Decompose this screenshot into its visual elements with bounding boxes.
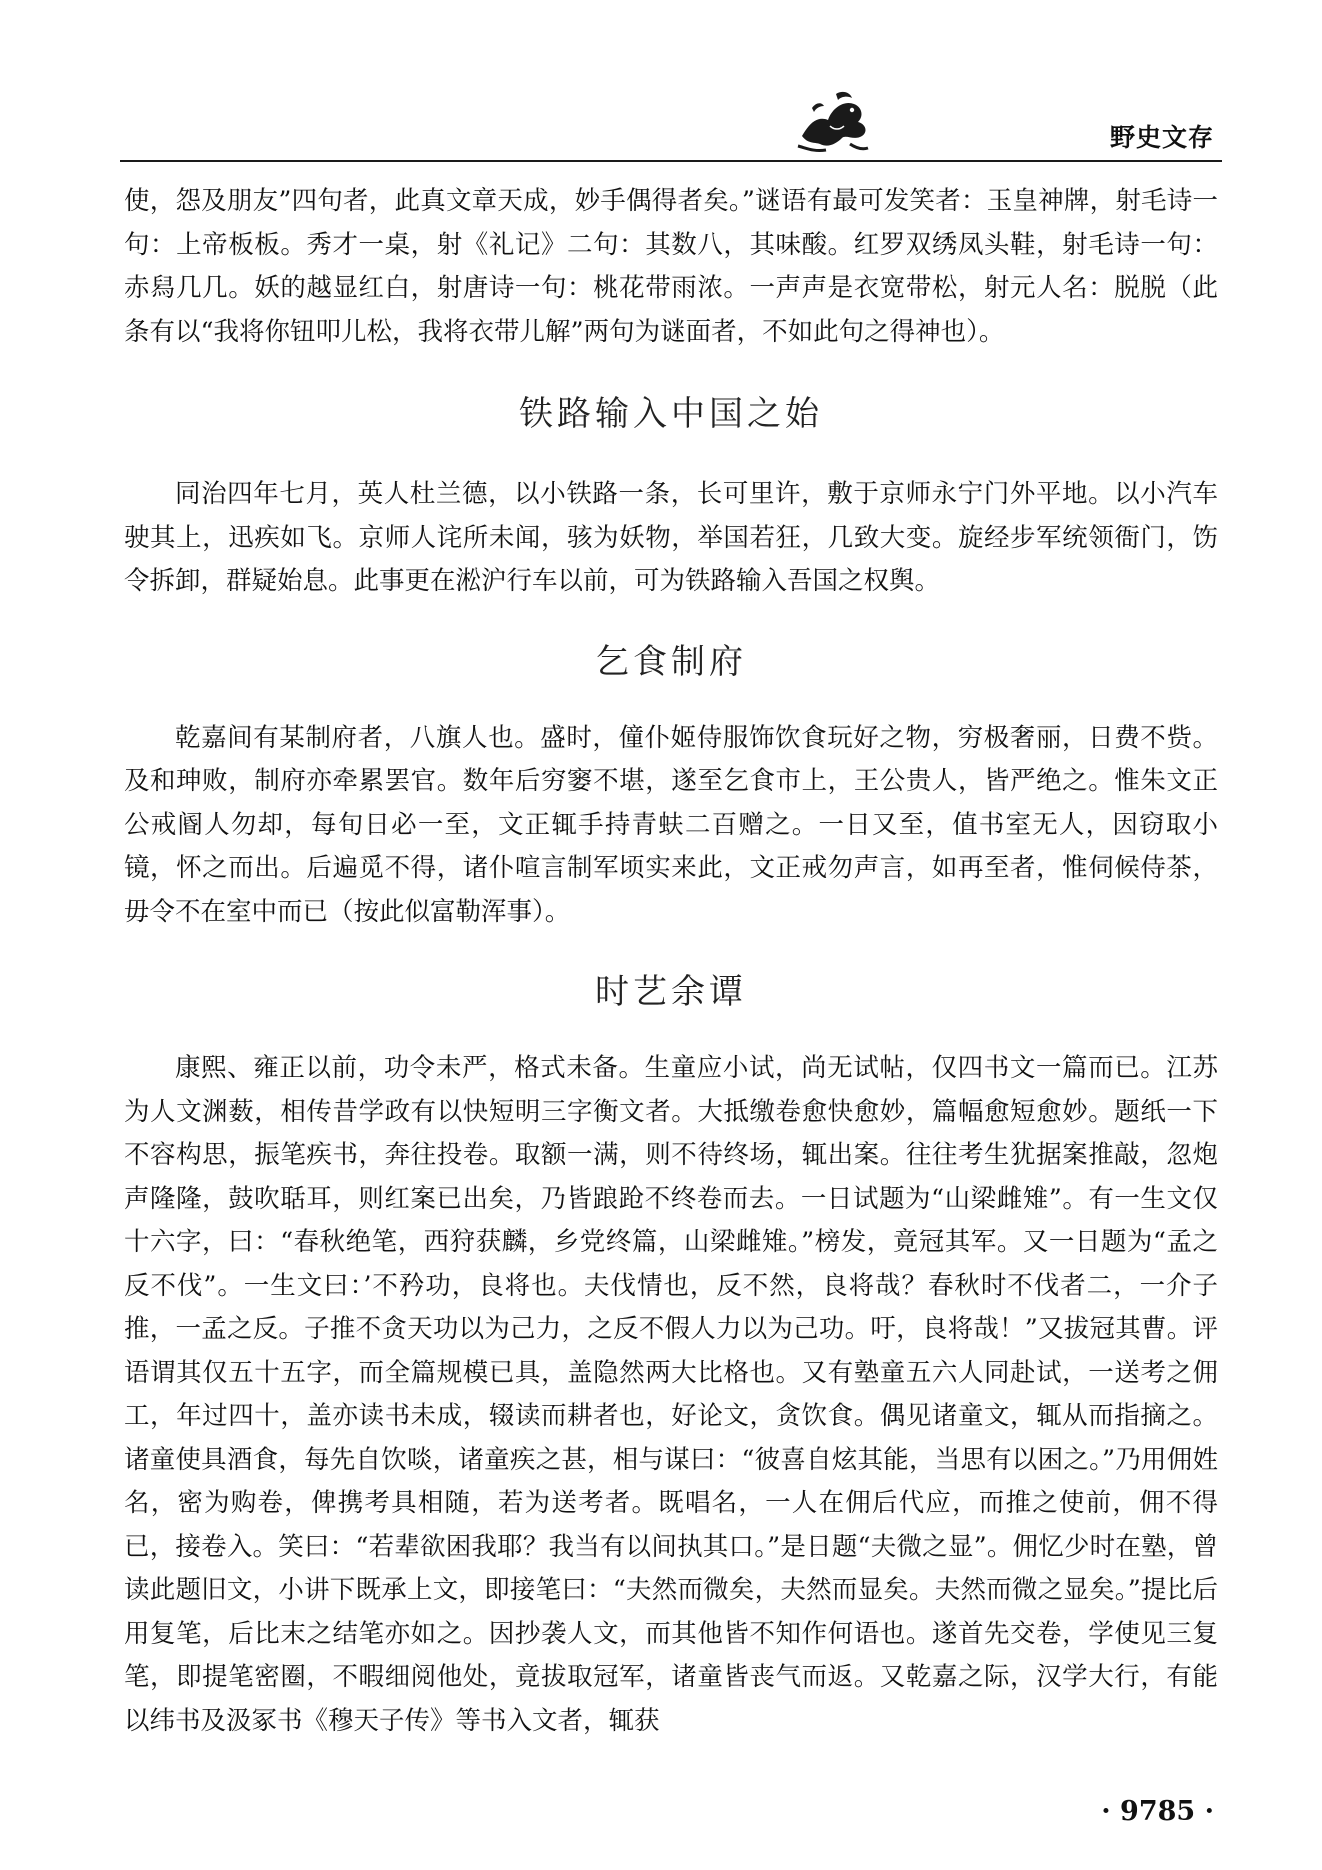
section-body-railway: 同治四年七月，英人杜兰德，以小铁路一条，长可里许，敷于京师永宁门外平地。以小汽车驶其上，迅疾如飞。京师人诧所未闻，骇为妖物，举国若狂，几致大变。旋经步军统领衙门，饬令拆卸，群疑始息。此事更在淞沪行车以前，可为铁路输入吾国之权舆。 — [124, 479, 1218, 596]
dragon-emblem-icon — [792, 86, 872, 156]
series-title: 野史文存 — [1109, 123, 1214, 152]
page-number: · 9785 · — [1101, 1796, 1214, 1827]
section-title-railway: 铁路输入中国之始 — [519, 394, 823, 434]
page-body — [124, 180, 1218, 1743]
section-title-essay-talk: 时艺余谭 — [595, 972, 747, 1012]
page-header — [0, 78, 1322, 178]
section-title-begging-governor: 乞食制府 — [595, 641, 747, 682]
header-rule — [120, 160, 1222, 162]
continuation-paragraph: 使，怨及朋友”四句者，此真文章天成，妙手偶得者矣。”谜语有最可发笑者：玉皇神牌，射毛诗一句：上帝板板。秀才一桌，射《礼记》二句：其数八，其味酸。红罗双绣凤头鞋，射毛诗一句：赤舄几几。妖的越显红白，射唐诗一句：桃花带雨浓。一声声是衣宽带松，射元人名：脱脱（此条有以“我将你钮叩儿松，我将衣带儿解”两句为谜面者，不如此句之得神也）。 — [124, 186, 1218, 347]
section-body-essay-talk: 康熙、雍正以前，功令未严，格式未备。生童应小试，尚无试帖，仅四书文一篇而已。江苏为人文渊薮，相传昔学政有以快短明三字衡文者。大抵缴卷愈快愈妙，篇幅愈短愈妙。题纸一下不容构思，振笔疾书，奔往投卷。取额一满，则不待终场，辄出案。往往考生犹据案推敲，忽炮声隆隆，鼓吹聒耳，则红案已出矣，乃皆踉跄不终卷而去。一日试题为“山梁雌雉”。有一生文仅十六字，曰：“春秋绝笔，西狩获麟，乡党终篇，山梁雌雉。”榜发，竟冠其军。又一日题为“孟之反不伐”。一生文曰：’不矜功，良将也。夫伐情也，反不然，良将哉？春秋时不伐者二，一介子推，一孟之反。子推不贪天功以为己力，之反不假人力以为己功。吁，良将哉！”又拔冠其曹。评语谓其仅五十五字，而全篇规模已具，盖隐然两大比格也。又有塾童五六人同赴试，一送考之佣工，年过四十，盖亦读书未成，辍读而耕者也，好论文，贪饮食。偶见诸童文，辄从而指摘之。诸童使具酒食，每先自饮啖，诸童疾之甚，相与谋曰：“彼喜自炫其能，当思有以困之。”乃用佣姓名，密为购卷，俾携考具相随，若为送考者。既唱名，一人在佣后代应，而推之使前，佣不得已，接卷入。笑曰：“若辈欲困我耶？我当有以间执其口。”是日题“夫微之显”。佣忆少时在塾，曾读此题旧文，小讲下既承上文，即接笔曰：“夫然而微矣，夫然而显矣。夫然而微之显矣。”提比后用复笔，后比末之结笔亦如之。因抄袭人文，而其他皆不知作何语也。遂首先交卷，学使见三复笔，即提笔密圈，不暇细阅他处，竟拔取冠军，诸童皆丧气而返。又乾嘉之际，汉学大行，有能以纬书及汲冢书《穆天子传》等书入文者，辄获 — [124, 1053, 1218, 1736]
section-body-begging-governor: 乾嘉间有某制府者，八旗人也。盛时，僮仆姬侍服饰饮食玩好之物，穷极奢丽，日费不赀。及和珅败，制府亦牵累罢官。数年后穷窭不堪，遂至乞食市上，王公贵人，皆严绝之。惟朱文正公戒阍人勿却，每旬日必一至，文正辄手持青蚨二百赠之。一日又至，值书室无人，因窃取小镜，怀之而出。后遍觅不得，诸仆喧言制军顷实来此，文正戒勿声言，如再至者，惟伺候侍茶，毋令不在室中而已（按此似富勒浑事）。 — [124, 722, 1218, 927]
